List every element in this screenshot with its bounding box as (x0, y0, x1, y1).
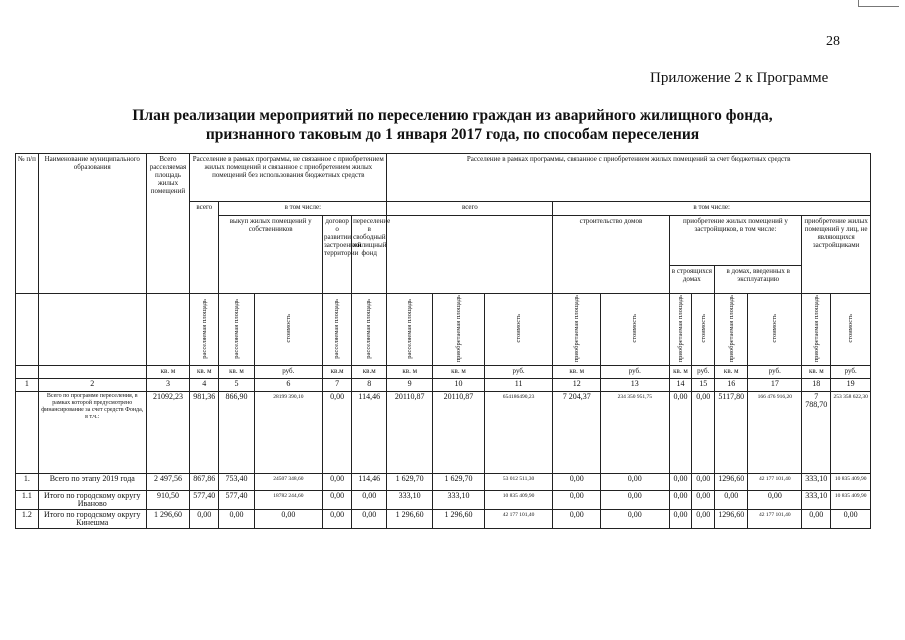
vhead-7: расселяемая площадь (333, 298, 341, 359)
header-buyout: выкуп жилых помещений у собственников (219, 216, 323, 294)
header-in-that-number-b: в том числе: (553, 202, 871, 216)
vhead-14: приобретаемая площадь (676, 295, 684, 363)
document-title (0, 106, 905, 144)
table-row (16, 491, 871, 510)
header-commissioned: в домах, введенных в эксплуатацию (715, 266, 802, 294)
row-value: 1296,60 (715, 510, 748, 529)
column-number: 17 (748, 379, 802, 392)
row-value: 42 177 101,40 (748, 510, 802, 529)
row-name: Итого по городскому округу Иваново (38, 491, 146, 510)
vhead-19: стоимость (846, 314, 854, 343)
column-number: 13 (601, 379, 669, 392)
row-value: 10 835 409,90 (831, 474, 871, 491)
row-value: 866,90 (219, 392, 254, 474)
unit-cell: кв. м (553, 366, 601, 379)
unit-cell: кв. м (669, 366, 692, 379)
table-row (16, 510, 871, 529)
row-value: 21092,23 (146, 392, 190, 474)
row-value: 0,00 (352, 491, 387, 510)
row-value: 0,00 (669, 392, 692, 474)
row-value: 0,00 (692, 474, 715, 491)
row-value: 20110,87 (387, 392, 433, 474)
row-value: 654186490,23 (484, 392, 552, 474)
title-line-2: признанного таковым до 1 января 2017 года, по способам переселения (205, 126, 700, 143)
row-num: 1. (16, 474, 39, 491)
header-num: № п/п (16, 154, 39, 294)
row-value: 910,50 (146, 491, 190, 510)
vhead-10: приобретаемая площадь (454, 295, 462, 363)
header-dogovor: договор о развитии застроенной территории (323, 216, 352, 294)
row-value: 5117,80 (715, 392, 748, 474)
column-number: 12 (553, 379, 601, 392)
column-number: 2 (38, 379, 146, 392)
row-name: Всего по программе переселения, в рамках которой предусмотрено финансирование за счет средств Фонда, в т.ч.: (38, 392, 146, 474)
row-value: 114,46 (352, 392, 387, 474)
vhead-9: расселяемая площадь (405, 298, 413, 359)
units-row (16, 366, 871, 379)
column-number: 1 (16, 379, 39, 392)
unit-cell: руб. (831, 366, 871, 379)
row-value: 753,40 (219, 474, 254, 491)
row-value: 0,00 (553, 491, 601, 510)
row-value: 0,00 (692, 491, 715, 510)
header-group-b: Расселение в рамках программы, связанное с приобретением жилых помещений за счет бюджетных средств (387, 154, 871, 202)
row-value: 0,00 (323, 392, 352, 474)
row-value: 981,36 (190, 392, 219, 474)
unit-cell: руб. (601, 366, 669, 379)
vhead-18: приобретаемая площадь (812, 295, 820, 363)
header-construction: строительство домов (553, 216, 669, 294)
relocation-plan-table (15, 153, 871, 529)
header-under-construction: в строящихся домах (669, 266, 715, 294)
row-value: 0,00 (553, 510, 601, 529)
row-value: 114,46 (352, 474, 387, 491)
unit-cell: руб. (692, 366, 715, 379)
row-value: 333,10 (387, 491, 433, 510)
header-municipality: Наименование муниципального образования (38, 154, 146, 294)
unit-cell: кв. м (387, 366, 433, 379)
column-number: 6 (254, 379, 322, 392)
row-value: 0,00 (323, 510, 352, 529)
row-value: 1296,60 (715, 474, 748, 491)
row-num: 1.2 (16, 510, 39, 529)
unit-cell: кв. м (190, 366, 219, 379)
row-value: 0,00 (219, 510, 254, 529)
row-value: 53 012 511,30 (484, 474, 552, 491)
row-value: 10 835 409,90 (484, 491, 552, 510)
table-row (16, 392, 871, 474)
row-value: 577,40 (190, 491, 219, 510)
row-value: 2 497,56 (146, 474, 190, 491)
column-number: 7 (323, 379, 352, 392)
row-value: 0,00 (669, 474, 692, 491)
scan-corner-mark (858, 0, 899, 7)
row-value: 0,00 (669, 491, 692, 510)
row-value: 42 177 101,40 (748, 474, 802, 491)
header-acq-developers: приобретение жилых помещений у застройщиков, в том числе: (669, 216, 802, 266)
row-value: 7 788,70 (802, 392, 831, 474)
row-value: 1 629,70 (433, 474, 485, 491)
row-value: 333,10 (802, 491, 831, 510)
row-value: 0,00 (748, 491, 802, 510)
unit-cell: кв. м (715, 366, 748, 379)
column-number: 4 (190, 379, 219, 392)
column-number: 5 (219, 379, 254, 392)
unit-cell: кв.м (352, 366, 387, 379)
title-line-1: План реализации мероприятий по переселению граждан из аварийного жилищного фонда, (132, 107, 773, 124)
unit-cell: кв. м (802, 366, 831, 379)
row-num: 1.1 (16, 491, 39, 510)
row-value: 24507 348,60 (254, 474, 322, 491)
page-number: 28 (826, 34, 840, 49)
row-num (16, 392, 39, 474)
row-value: 0,00 (352, 510, 387, 529)
row-value: 0,00 (669, 510, 692, 529)
vhead-6: стоимость (284, 314, 292, 343)
unit-cell: руб. (484, 366, 552, 379)
row-value: 1 296,60 (146, 510, 190, 529)
column-number: 16 (715, 379, 748, 392)
column-number: 18 (802, 379, 831, 392)
row-value: 333,10 (433, 491, 485, 510)
column-number: 10 (433, 379, 485, 392)
header-in-that-number-a: в том числе: (219, 202, 387, 216)
row-value: 10 835 409,90 (831, 491, 871, 510)
unit-cell: кв.м (323, 366, 352, 379)
row-value: 0,00 (323, 474, 352, 491)
row-value: 867,86 (190, 474, 219, 491)
column-number-row (16, 379, 871, 392)
row-value: 20110,87 (433, 392, 485, 474)
vhead-16: приобретаемая площадь (727, 295, 735, 363)
column-number: 9 (387, 379, 433, 392)
row-value: 1 629,70 (387, 474, 433, 491)
header-vsego-a: всего (190, 202, 219, 294)
row-value: 333,10 (802, 474, 831, 491)
row-value: 7 204,37 (553, 392, 601, 474)
vhead-12: приобретаемая площадь (572, 295, 580, 363)
row-value: 166 476 916,20 (748, 392, 802, 474)
unit-cell: руб. (748, 366, 802, 379)
row-value: 18782 244,60 (254, 491, 322, 510)
row-value: 1 296,60 (433, 510, 485, 529)
unit-cell: руб. (254, 366, 322, 379)
vhead-4: расселяемая площадь (200, 298, 208, 359)
header-group-a: Расселение в рамках программы, не связанное с приобретением жилых помещений и связанное с приобретением жилых помещений без использования бюджетных средств (190, 154, 387, 202)
row-value: 0,00 (802, 510, 831, 529)
row-value: 42 177 101,40 (484, 510, 552, 529)
row-value: 28199 390,10 (254, 392, 322, 474)
vhead-11: стоимость (514, 314, 522, 343)
vhead-13: стоимость (631, 314, 639, 343)
vhead-5: расселяемая площадь (232, 298, 240, 359)
row-value: 0,00 (323, 491, 352, 510)
vhead-17: стоимость (771, 314, 779, 343)
row-value: 1 296,60 (387, 510, 433, 529)
row-value: 0,00 (190, 510, 219, 529)
column-number: 11 (484, 379, 552, 392)
column-number: 19 (831, 379, 871, 392)
header-acq-other: приобретение жилых помещений у лиц, не являющихся застройщиками (802, 216, 871, 294)
row-value: 0,00 (715, 491, 748, 510)
row-value: 253 358 622,30 (831, 392, 871, 474)
unit-cell: кв. м (433, 366, 485, 379)
row-value: 0,00 (601, 491, 669, 510)
row-value: 0,00 (692, 510, 715, 529)
row-value: 0,00 (831, 510, 871, 529)
unit-cell: кв. м (146, 366, 190, 379)
column-number: 15 (692, 379, 715, 392)
header-total-area: Всего расселяемая площадь жилых помещений (146, 154, 190, 294)
row-value: 577,40 (219, 491, 254, 510)
header-pereselenie: переселение в свободный жилищный фонд (352, 216, 387, 294)
row-value: 0,00 (692, 392, 715, 474)
row-value: 0,00 (601, 474, 669, 491)
column-number: 3 (146, 379, 190, 392)
vhead-15: стоимость (699, 314, 707, 343)
table-row (16, 474, 871, 491)
appendix-label: Приложение 2 к Программе (650, 70, 829, 86)
row-value: 0,00 (553, 474, 601, 491)
header-vsego-b: всего (387, 202, 553, 216)
row-value: 234 350 951,75 (601, 392, 669, 474)
row-value: 0,00 (601, 510, 669, 529)
row-value: 0,00 (254, 510, 322, 529)
column-number: 8 (352, 379, 387, 392)
row-name: Итого по городскому округу Кинешма (38, 510, 146, 529)
column-number: 14 (669, 379, 692, 392)
row-name: Всего по этапу 2019 года (38, 474, 146, 491)
vhead-8: расселяемая площадь (365, 298, 373, 359)
unit-cell: кв. м (219, 366, 254, 379)
